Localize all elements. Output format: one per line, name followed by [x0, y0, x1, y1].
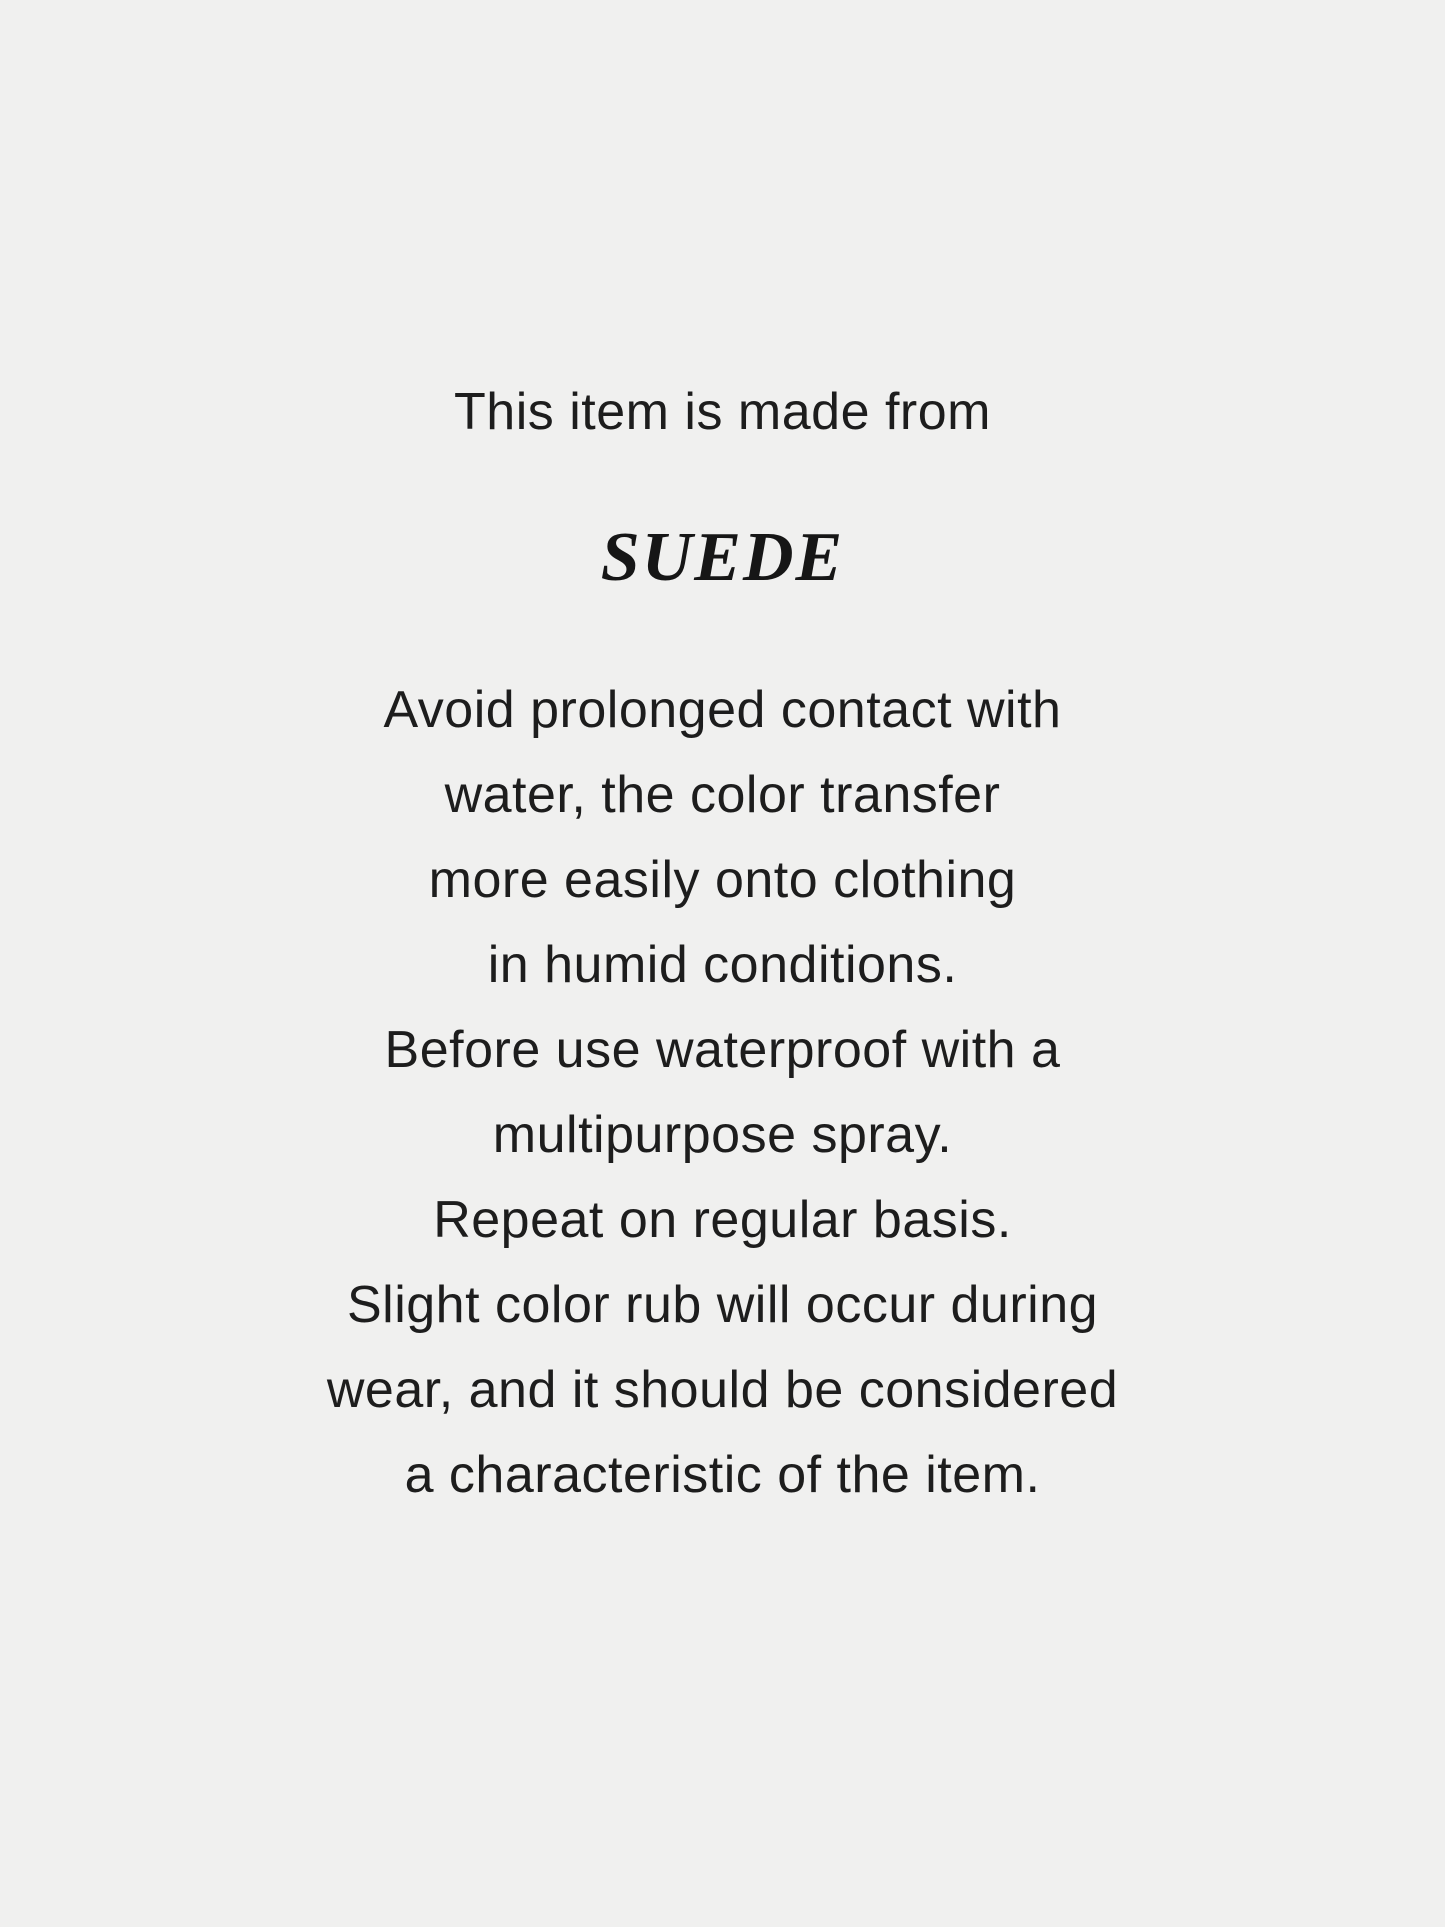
- instruction-line: Repeat on regular basis.: [433, 1191, 1012, 1249]
- material-title: SUEDE: [600, 519, 845, 596]
- instruction-line: a characteristic of the item.: [404, 1446, 1041, 1504]
- instruction-line: water, the color transfer: [444, 766, 1001, 824]
- instruction-line: wear, and it should be considered: [326, 1361, 1119, 1419]
- instruction-line: more easily onto clothing: [428, 851, 1017, 909]
- care-instructions-text: [327, 668, 1118, 1518]
- intro-line: This item is made from: [454, 383, 991, 441]
- instruction-line: Slight color rub will occur during: [346, 1276, 1099, 1334]
- instruction-line: Before use waterproof with a: [384, 1021, 1061, 1079]
- instruction-line: Avoid prolonged contact with: [383, 681, 1062, 739]
- instruction-line: multipurpose spray.: [492, 1106, 953, 1164]
- instruction-line: in humid conditions.: [487, 936, 958, 994]
